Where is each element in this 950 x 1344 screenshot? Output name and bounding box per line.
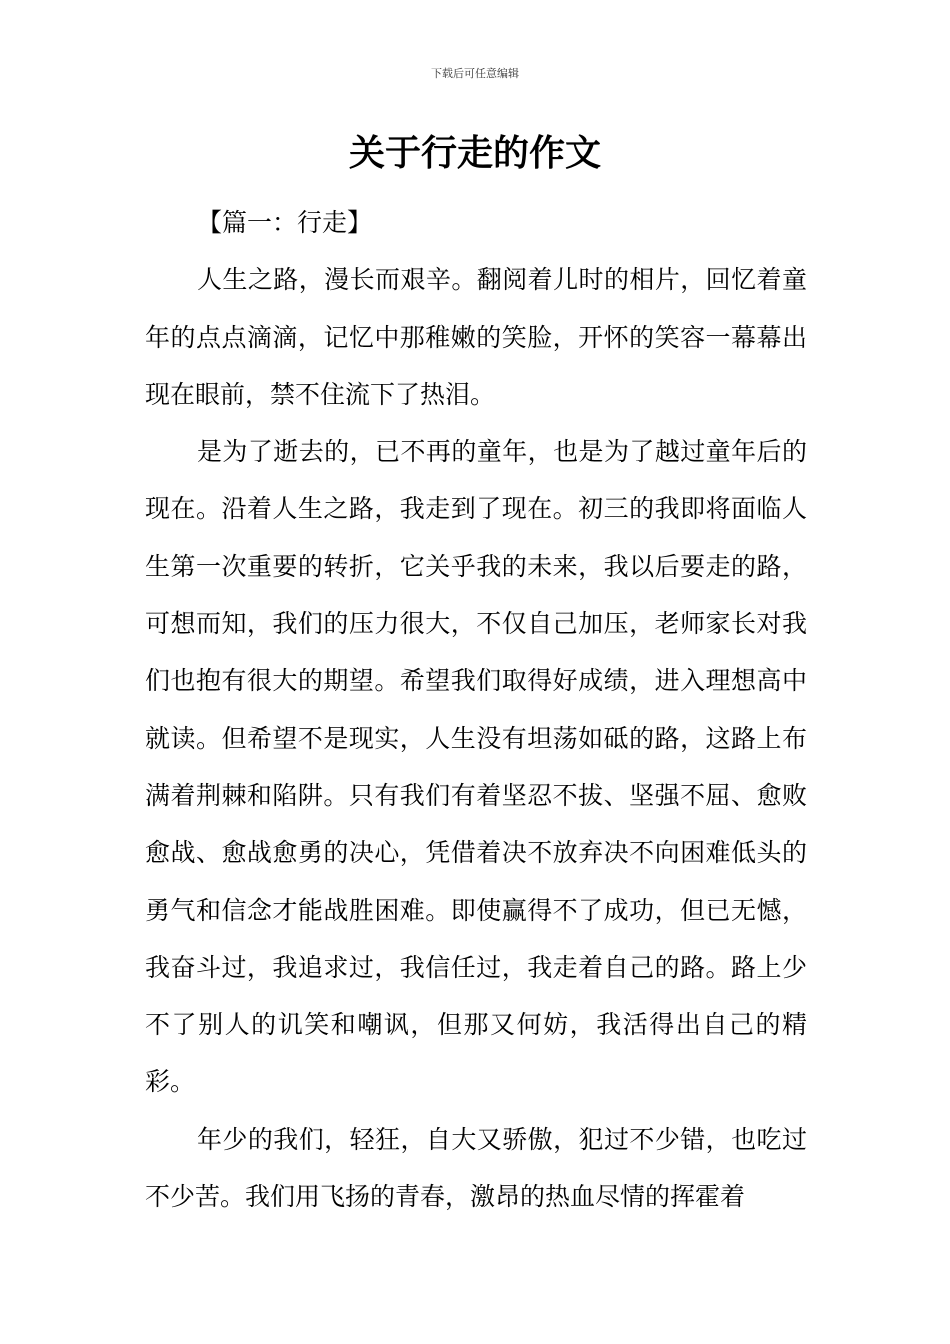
document-title: 关于行走的作文 <box>348 133 601 174</box>
paragraph-3: 年少的我们，轻狂，自大又骄傲，犯过不少错，也吃过不少苦。我们用飞扬的青春，激昂的热血尽情的挥霍着 <box>145 1124 807 1212</box>
document-body <box>145 194 807 1225</box>
section-heading: 【篇一：行走】 <box>197 208 373 237</box>
header-note: 下载后可任意编辑 <box>431 67 519 80</box>
paragraph-1: 人生之路，漫长而艰辛。翻阅着儿时的相片，回忆着童年的点点滴滴，记忆中那稚嫩的笑脸，开怀的笑容一幕幕出现在眼前，禁不住流下了热泪。 <box>145 265 807 409</box>
paragraph-2: 是为了逝去的，已不再的童年，也是为了越过童年后的现在。沿着人生之路，我走到了现在。初三的我即将面临人生第一次重要的转折，它关乎我的未来，我以后要走的路，可想而知，我们的压力很大，不仅自己加压，老师家长对我们也抱有很大的期望。希望我们取得好成绩，进入理想高中就读。但希望不是现实，人生没有坦荡如砥的路，这路上布满着荆棘和陷阱。只有我们有着坚忍不拔、坚强不屈、愈败愈战、愈战愈勇的决心，凭借着决不放弃决不向困难低头的勇气和信念才能战胜困难。即使赢得不了成功，但已无憾，我奋斗过，我追求过，我信任过，我走着自己的路。路上少不了别人的讥笑和嘲讽，但那又何妨，我活得出自己的精彩。 <box>145 437 807 1097</box>
